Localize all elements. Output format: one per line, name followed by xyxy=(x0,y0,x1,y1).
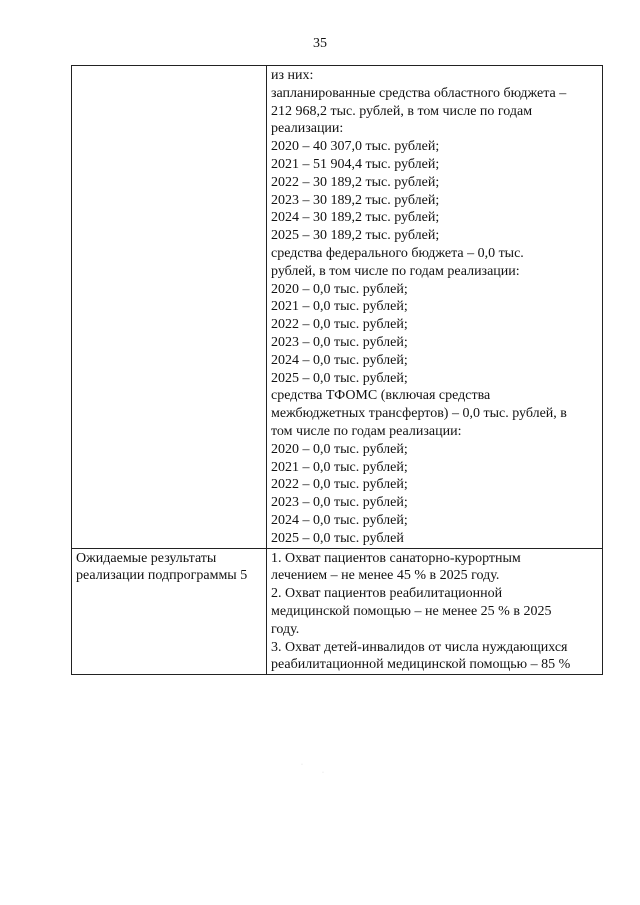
content-line: средства ТФОМС (включая средства xyxy=(271,388,491,404)
content-line: 2023 – 0,0 тыс. рублей; xyxy=(271,334,408,350)
content-line: межбюджетных трансфертов) – 0,0 тыс. рублей, в xyxy=(271,406,567,422)
content-line: 2024 – 30 189,2 тыс. рублей; xyxy=(271,210,440,226)
content-line: 2022 – 0,0 тыс. рублей; xyxy=(271,317,408,333)
content-line: рублей, в том числе по годам реализации: xyxy=(271,263,520,279)
content-line: 2023 – 30 189,2 тыс. рублей; xyxy=(271,192,440,208)
content-line: реализации: xyxy=(271,121,344,137)
table-row xyxy=(72,548,603,675)
content-line: 3. Охват детей-инвалидов от числа нуждающихся xyxy=(271,639,568,655)
content-line: медицинской помощью – не менее 25 % в 2025 xyxy=(271,603,552,619)
row-content-cell xyxy=(267,548,603,675)
content-line: том числе по годам реализации: xyxy=(271,423,462,439)
content-line: запланированные средства областного бюджета – xyxy=(271,85,567,101)
row-label-cell xyxy=(72,66,267,549)
content-line: 2025 – 30 189,2 тыс. рублей; xyxy=(271,228,440,244)
content-line: 2022 – 0,0 тыс. рублей; xyxy=(271,477,408,493)
content-line: 2021 – 0,0 тыс. рублей; xyxy=(271,459,408,475)
content-line: году. xyxy=(271,621,300,637)
content-line: 2023 – 0,0 тыс. рублей; xyxy=(271,495,408,511)
content-line: 2024 – 0,0 тыс. рублей; xyxy=(271,512,408,528)
scan-speck: · xyxy=(301,762,303,768)
content-line: 2020 – 0,0 тыс. рублей; xyxy=(271,281,408,297)
content-line: 2025 – 0,0 тыс. рублей xyxy=(271,530,404,546)
content-line: из них: xyxy=(271,68,314,83)
content-line: 2. Охват пациентов реабилитационной xyxy=(271,586,503,602)
label-line: реализации подпрограммы 5 xyxy=(76,568,248,584)
page-number: 35 xyxy=(313,36,327,51)
row-label-cell xyxy=(72,548,267,675)
content-line: 2024 – 0,0 тыс. рублей; xyxy=(271,352,408,368)
content-line: 2021 – 51 904,4 тыс. рублей; xyxy=(271,156,440,172)
row-content-cell xyxy=(267,66,603,549)
content-line: 2020 – 0,0 тыс. рублей; xyxy=(271,441,408,457)
program-table xyxy=(71,65,603,675)
content-line: 2022 – 30 189,2 тыс. рублей; xyxy=(271,174,440,190)
content-line: средства федерального бюджета – 0,0 тыс. xyxy=(271,245,524,261)
content-line: 212 968,2 тыс. рублей, в том числе по годам xyxy=(271,103,533,119)
label-line: Ожидаемые результаты xyxy=(76,550,217,566)
content-line: реабилитационной медицинской помощью – 85 % xyxy=(271,657,571,673)
scan-speck: · xyxy=(322,770,324,776)
content-line: 2020 – 40 307,0 тыс. рублей; xyxy=(271,139,440,155)
content-line: 2021 – 0,0 тыс. рублей; xyxy=(271,299,408,315)
table-row xyxy=(72,66,603,549)
content-line: 1. Охват пациентов санаторно-курортным xyxy=(271,550,521,566)
content-line: лечением – не менее 45 % в 2025 году. xyxy=(271,568,500,584)
content-line: 2025 – 0,0 тыс. рублей; xyxy=(271,370,408,386)
